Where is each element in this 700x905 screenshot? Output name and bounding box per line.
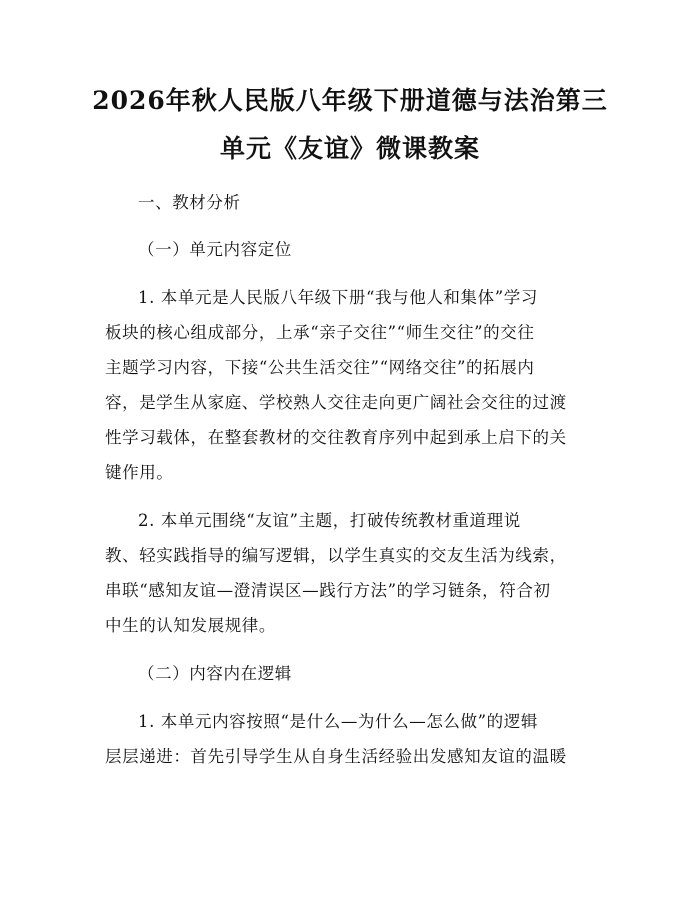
document-title-line-1: 2026年秋人民版八年级下册道德与法治第三 — [92, 86, 608, 115]
paragraph-line: 性学习载体，在整套教材的交往教育序列中起到承上启下的关 — [105, 428, 567, 447]
paragraph-line: 2. 本单元围绕“友谊”主题，打破传统教材重道理说 — [138, 511, 521, 530]
paragraph-line: 1. 本单元内容按照“是什么—为什么—怎么做”的逻辑 — [138, 712, 538, 731]
subsection-heading: （二）内容内在逻辑 — [138, 664, 292, 683]
paragraph-line: 板块的核心组成部分，上承“亲子交往”“师生交往”的交往 — [105, 323, 535, 342]
paragraph-line: 容，是学生从家庭、学校熟人交往走向更广阔社会交往的过渡 — [105, 393, 567, 412]
document-title-line-2: 单元《友谊》微课教案 — [219, 134, 480, 163]
paragraph-line: 中生的认知发展规律。 — [105, 616, 276, 635]
paragraph-line: 主题学习内容，下接“公共生活交往”“网络交往”的拓展内 — [105, 358, 535, 377]
paragraph-line: 1. 本单元是人民版八年级下册“我与他人和集体”学习 — [138, 288, 538, 307]
paragraph-line: 教、轻实践指导的编写逻辑，以学生真实的交友生活为线索， — [105, 546, 567, 565]
subsection-heading: （一）单元内容定位 — [138, 240, 292, 259]
section-heading: 一、教材分析 — [138, 193, 241, 212]
paragraph-line: 层层递进：首先引导学生从自身生活经验出发感知友谊的温暖 — [105, 747, 567, 766]
paragraph-line: 串联“感知友谊—澄清误区—践行方法”的学习链条，符合初 — [105, 581, 551, 600]
paragraph-line: 键作用。 — [105, 463, 174, 482]
